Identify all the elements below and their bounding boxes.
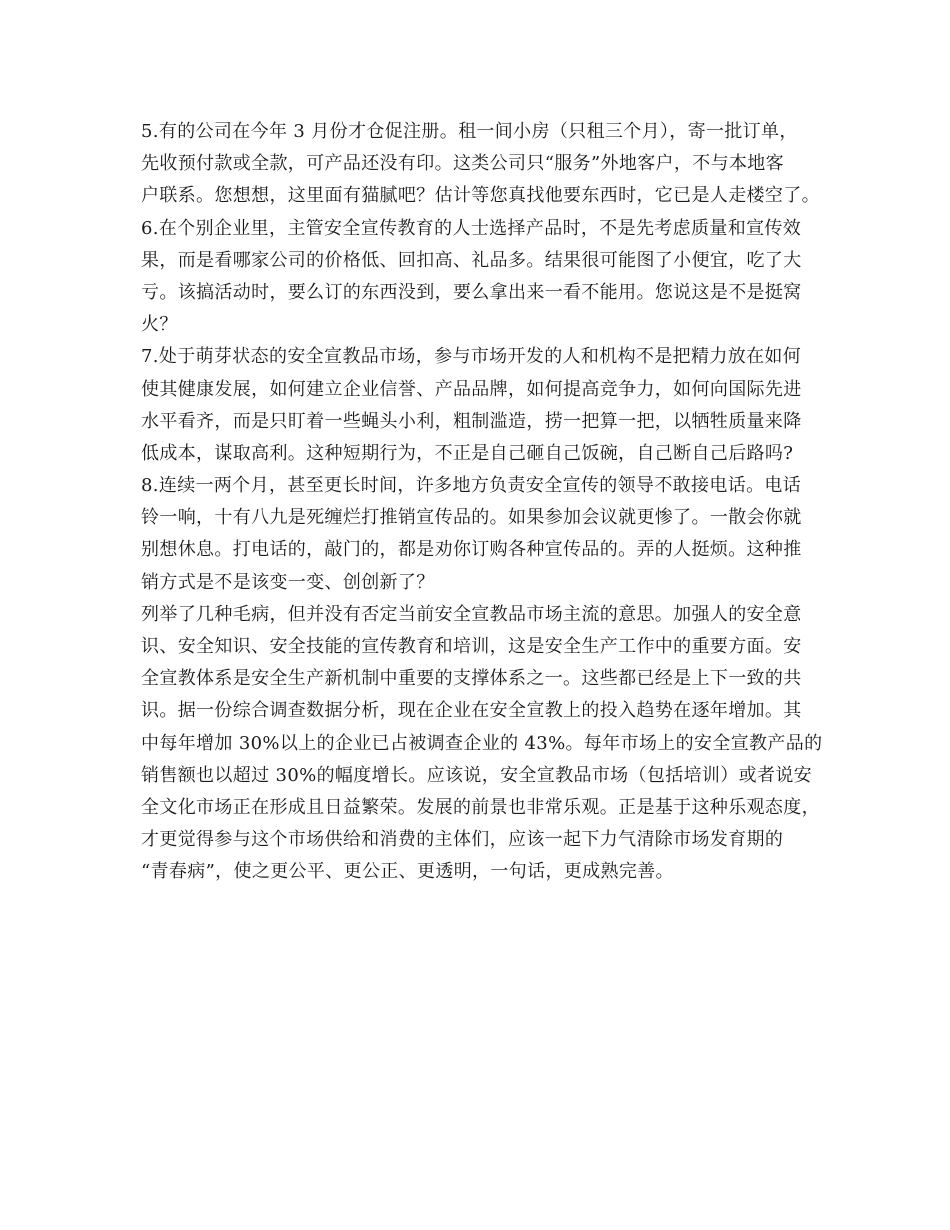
paragraph-item-8 — [141, 470, 831, 599]
text-line: 亏。该搞活动时，要么订的东西没到，要么拿出来一看不能用。您说这是不是挺窝 — [141, 281, 802, 303]
text-line: 中每年增加 30%以上的企业已占被调查企业的 43%。每年市场上的安全宣教产品的 — [141, 732, 823, 754]
paragraph-item-7 — [141, 341, 831, 470]
text-line: 铃一响，十有八九是死缠烂打推销宣传品的。如果参加会议就更惨了。一散会你就 — [141, 507, 802, 529]
paragraph-item-5 — [141, 116, 831, 213]
text-line: 销售额也以超过 30%的幅度增长。应该说，安全宣教品市场（包括培训）或者说安 — [141, 764, 813, 786]
text-line: 销方式是不是该变一变、创创新了？ — [141, 571, 435, 593]
text-line: 6.在个别企业里，主管安全宣传教育的人士选择产品时，不是先考虑质量和宣传效 — [141, 217, 802, 239]
paragraph-item-6 — [141, 213, 831, 342]
text-line: 7.处于萌芽状态的安全宣教品市场，参与市场开发的人和机构不是把精力放在如何 — [141, 346, 802, 368]
paragraph-summary — [141, 599, 831, 889]
text-line: 火？ — [141, 314, 178, 336]
text-line: 5.有的公司在今年 3 月份才仓促注册。租一间小房（只租三个月），寄一批订单， — [141, 121, 798, 142]
text-line: 先收预付款或全款，可产品还没有印。这类公司只“服务”外地客户，不与本地客 — [141, 153, 785, 175]
text-line: “青春病”，使之更公平、更公正、更透明，一句话，更成熟完善。 — [141, 861, 674, 883]
text-line: 8.连续一两个月，甚至更长时间，许多地方负责安全宣传的领导不敢接电话。电话 — [141, 475, 802, 497]
text-line: 果，而是看哪家公司的价格低、回扣高、礼品多。结果很可能图了小便宜，吃了大 — [141, 249, 802, 271]
text-line: 全宣教体系是安全生产新机制中重要的支撑体系之一。这些都已经是上下一致的共 — [141, 668, 802, 690]
text-line: 识。据一份综合调查数据分析，现在企业在安全宣教上的投入趋势在逐年增加。其 — [141, 700, 802, 722]
text-line: 别想休息。打电话的，敲门的，都是劝你订购各种宣传品的。弄的人挺烦。这种推 — [141, 539, 802, 561]
text-line: 户联系。您想想，这里面有猫腻吧？估计等您真找他要东西时，它已是人走楼空了。 — [141, 185, 820, 207]
document-body — [141, 116, 831, 889]
text-line: 水平看齐，而是只盯着一些蝇头小利，粗制滥造，捞一把算一把，以牺牲质量来降 — [141, 410, 802, 432]
text-line: 识、安全知识、安全技能的宣传教育和培训，这是安全生产工作中的重要方面。安 — [141, 636, 802, 657]
text-line: 全文化市场正在形成且日益繁荣。发展的前景也非常乐观。正是基于这种乐观态度， — [141, 796, 820, 818]
text-line: 才更觉得参与这个市场供给和消费的主体们，应该一起下力气清除市场发育期的 — [141, 829, 784, 851]
text-line: 列举了几种毛病，但并没有否定当前安全宣教品市场主流的意思。加强人的安全意 — [141, 603, 802, 625]
text-line: 使其健康发展，如何建立企业信誉、产品品牌，如何提高竞争力，如何向国际先进 — [141, 378, 802, 400]
text-line: 低成本，谋取高利。这种短期行为，不正是自己砸自己饭碗，自己断自己后路吗? — [141, 442, 794, 464]
